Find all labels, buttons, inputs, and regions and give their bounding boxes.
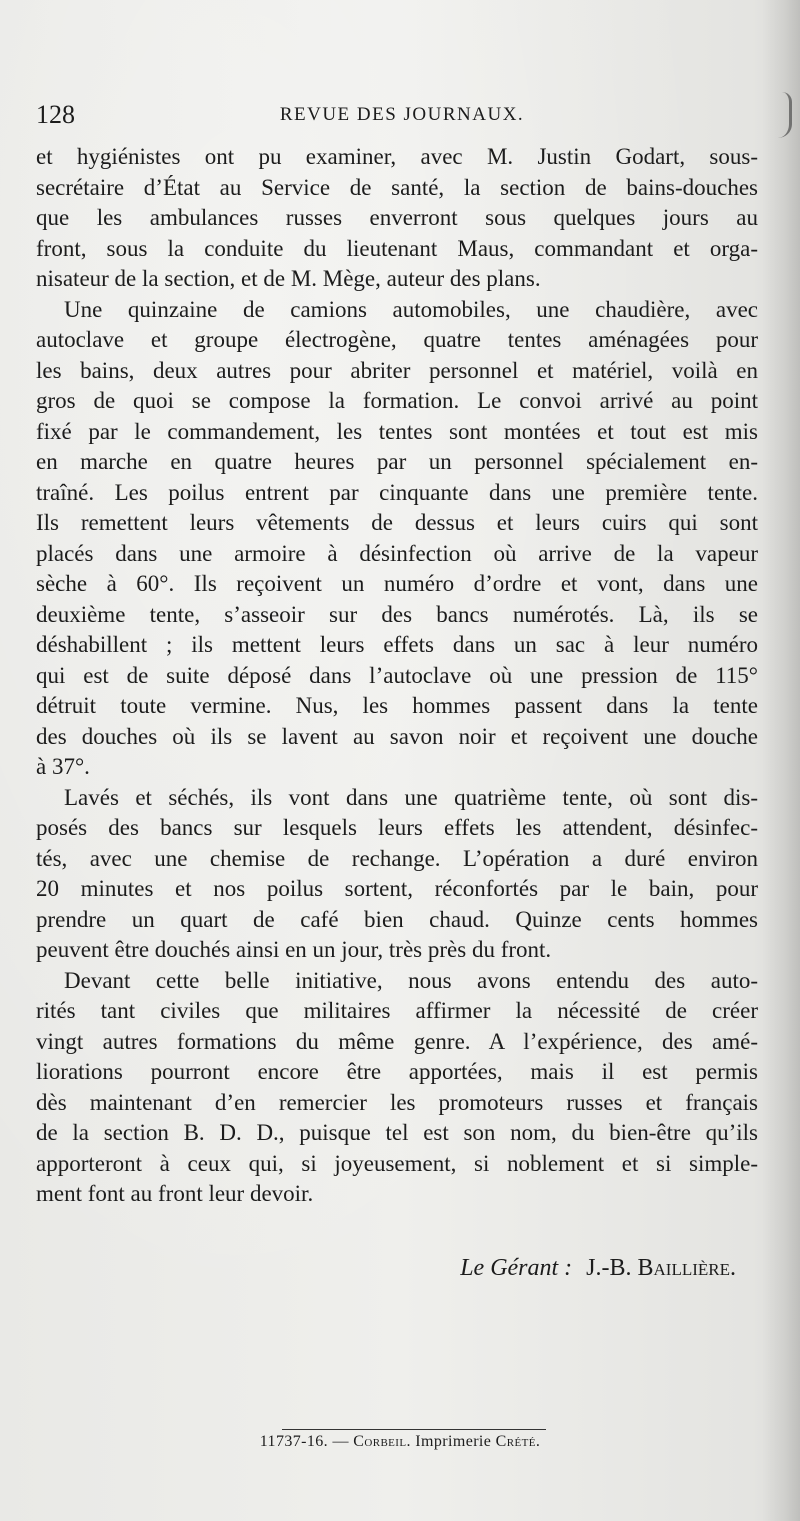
signature-surname: Baillière. bbox=[637, 1255, 736, 1281]
imprint-printer-name: Crété. bbox=[495, 1433, 541, 1450]
signature bbox=[36, 1255, 736, 1282]
signature-label: Le Gérant : bbox=[460, 1255, 573, 1281]
text-line: posés des bancs sur lesquels leurs effets les attendent, désinfec- bbox=[36, 815, 758, 840]
page-number: 128 bbox=[36, 100, 75, 129]
paragraph bbox=[36, 142, 758, 295]
text-line: fixé par le commandement, les tentes sont montées et tout est mis bbox=[36, 418, 758, 444]
corner-page-curl bbox=[771, 92, 792, 138]
article-body bbox=[36, 142, 758, 1210]
spine-shadow bbox=[762, 0, 800, 1521]
text-line: autoclave et groupe électrogène, quatre tentes aménagées pour bbox=[36, 327, 758, 352]
text-line: des douches où ils se lavent au savon noir et reçoivent une douche bbox=[36, 723, 758, 749]
text-line: tés, avec une chemise de rechange. L’opération a duré environ bbox=[36, 845, 758, 871]
signature-initials: J.-B. bbox=[586, 1255, 632, 1281]
text-line: en marche en quatre heures par un personnel spécialement en- bbox=[36, 449, 758, 474]
text-line: liorations pourront encore être apportées, mais il est permis bbox=[36, 1059, 758, 1084]
text-line: Lavés et séchés, ils vont dans une quatrième tente, où sont dis- bbox=[64, 784, 758, 810]
text-line: nisateur de la section, et de M. Mège, auteur des plans. bbox=[36, 266, 541, 291]
imprint-dash: — bbox=[332, 1433, 349, 1450]
text-line: secrétaire d’État au Service de santé, la section de bains-douches bbox=[36, 174, 758, 200]
text-line: et hygiénistes ont pu examiner, avec M. Justin Godart, sous- bbox=[36, 144, 758, 169]
text-line: apporteront à ceux qui, si joyeusement, si noblement et si simple- bbox=[36, 1150, 758, 1176]
text-line: de la section B. D. D., puisque tel est son nom, du bien-être qu’ils bbox=[36, 1120, 758, 1145]
imprint-number: 11737-16. bbox=[259, 1433, 329, 1450]
text-line: ment font au front leur devoir. bbox=[36, 1181, 314, 1206]
paragraph bbox=[36, 966, 758, 1210]
text-line: qui est de suite déposé dans l’autoclave où une pression de 115° bbox=[36, 662, 758, 688]
imprint-rule bbox=[282, 1429, 546, 1430]
text-line: prendre un quart de café bien chaud. Quinze cents hommes bbox=[36, 906, 758, 932]
text-line: sèche à 60°. Ils reçoivent un numéro d’ordre et vont, dans une bbox=[36, 571, 758, 596]
text-line: déshabillent ; ils mettent leurs effets dans un sac à leur numéro bbox=[36, 632, 758, 657]
text-line: traîné. Les poilus entrent par cinquante dans une première tente. bbox=[36, 479, 758, 505]
text-line: deuxième tente, s’asseoir sur des bancs numérotés. Là, ils se bbox=[36, 601, 758, 627]
text-line: Ils remettent leurs vêtements de dessus et leurs cuirs qui sont bbox=[36, 510, 758, 535]
text-line: 20 minutes et nos poilus sortent, réconfortés par le bain, pour bbox=[36, 876, 758, 901]
text-line: rités tant civiles que militaires affirmer la nécessité de créer bbox=[36, 998, 758, 1023]
text-line: détruit toute vermine. Nus, les hommes passent dans la tente bbox=[36, 693, 758, 718]
text-line: gros de quoi se compose la formation. Le convoi arrivé au point bbox=[36, 388, 758, 413]
text-line: les bains, deux autres pour abriter personnel et matériel, voilà en bbox=[36, 357, 758, 383]
text-line: à 37°. bbox=[36, 754, 90, 779]
text-line: vingt autres formations du même genre. A l’expérience, des amé- bbox=[36, 1028, 758, 1054]
text-line: peuvent être douchés ainsi en un jour, très près du front. bbox=[36, 937, 552, 962]
signature-name bbox=[586, 1255, 736, 1281]
text-line: que les ambulances russes enverront sous quelques jours au bbox=[36, 205, 758, 230]
text-line: dès maintenant d’en remercier les promoteurs russes et français bbox=[36, 1089, 758, 1115]
text-line: Une quinzaine de camions automobiles, une chaudière, avec bbox=[64, 296, 758, 322]
imprint-city: Corbeil. bbox=[353, 1433, 411, 1450]
text-line: front, sous la conduite du lieutenant Maus, commandant et orga- bbox=[36, 235, 758, 261]
imprint-line bbox=[0, 1433, 800, 1451]
page-header bbox=[36, 100, 758, 136]
imprint-printer-word: Imprimerie bbox=[415, 1433, 492, 1450]
paragraph bbox=[36, 783, 758, 966]
paragraph bbox=[36, 295, 758, 783]
running-head: REVUE DES JOURNAUX. bbox=[279, 104, 525, 125]
text-line: Devant cette belle initiative, nous avons entendu des auto- bbox=[64, 967, 758, 993]
text-line: placés dans une armoire à désinfection où arrive de la vapeur bbox=[36, 540, 758, 566]
